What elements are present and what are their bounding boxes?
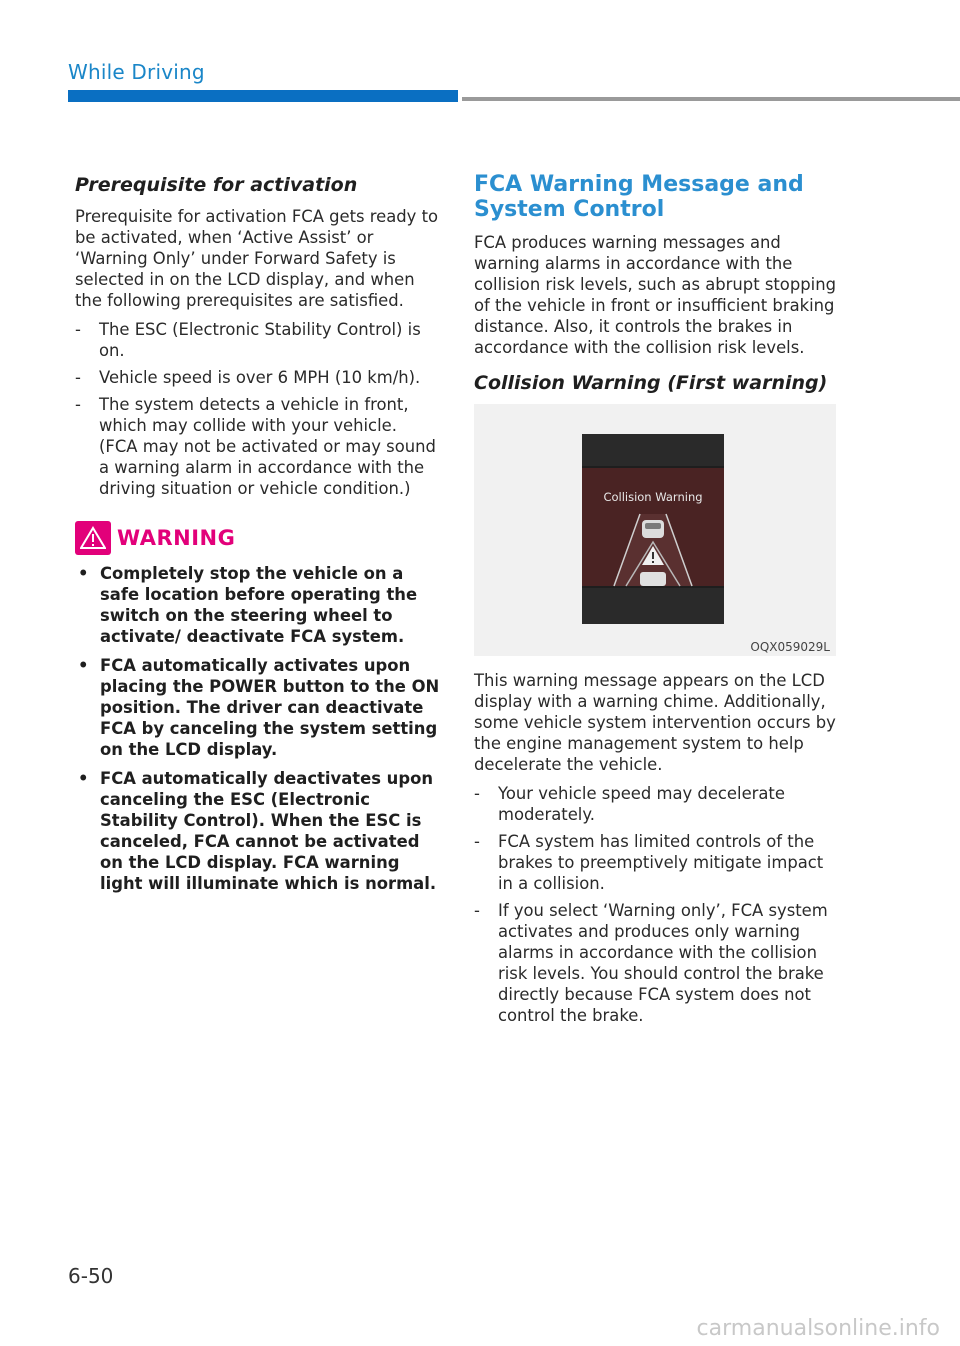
- prerequisite-intro: Prerequisite for activation FCA gets ready to be activated, when ‘Active Assist’ or ‘Warning Only’ under Forward Safety is selected in on the LCD display, and when the following prerequisites are satisfied.: [75, 207, 439, 310]
- warning-triangle-icon: [75, 521, 111, 555]
- dash-marker: -: [75, 320, 81, 339]
- list-item-text: If you select ‘Warning only’, FCA system activates and produces only warning alarms in accordance with the collision risk levels. You should control the brake directly because FCA system does not control the brake.: [498, 901, 828, 1025]
- list-item-text: Vehicle speed is over 6 MPH (10 km/h).: [99, 368, 421, 387]
- list-item: [474, 900, 836, 1026]
- dash-marker: -: [474, 901, 480, 920]
- dash-marker: -: [474, 832, 480, 851]
- dash-marker: -: [75, 395, 81, 414]
- bullet-marker: •: [78, 769, 89, 788]
- fca-intro: FCA produces warning messages and warning alarms in accordance with the collision risk levels, such as abrupt stopping of the vehicle in front or insufficient braking distance. Also, it controls the brakes in accordance with the collision risk levels.: [474, 233, 836, 357]
- lcd-display-figure: [474, 404, 836, 656]
- list-item: [75, 655, 440, 760]
- own-car-icon: [640, 572, 666, 586]
- bullet-marker: •: [78, 564, 89, 583]
- list-item: [75, 367, 440, 388]
- right-column: [474, 172, 836, 1034]
- collision-warning-list: [474, 783, 836, 1026]
- prerequisite-subheading: Prerequisite for activation: [75, 174, 358, 196]
- list-item-text: FCA system has limited controls of the brakes to preemptively mitigate impact in a collision.: [498, 832, 824, 893]
- list-item: [474, 783, 836, 825]
- list-item-text: The system detects a vehicle in front, which may collide with your vehicle. (FCA may not be activated or may sound a warning alarm in accordance with the driving situation or vehicle condition.): [99, 395, 436, 498]
- list-item: [75, 768, 440, 894]
- list-item: [474, 831, 836, 894]
- warning-label: WARNING: [117, 526, 236, 550]
- list-item-text: FCA automatically deactivates upon canceling the ESC (Electronic Stability Control). When the ESC is canceled, FCA cannot be activated on the LCD display. FCA warning light will illuminate which is normal.: [100, 769, 437, 893]
- lcd-warning-text: Collision Warning: [603, 490, 703, 504]
- dash-marker: -: [474, 784, 480, 803]
- header-rule-gray: [462, 97, 960, 101]
- dash-marker: -: [75, 368, 81, 387]
- section-header-title: While Driving: [68, 60, 205, 84]
- list-item-text: Your vehicle speed may decelerate moderately.: [498, 784, 785, 824]
- list-item-text: The ESC (Electronic Stability Control) is on.: [99, 320, 421, 360]
- bullet-marker: •: [78, 656, 89, 675]
- list-item-text: FCA automatically activates upon placing the POWER button to the ON position. The driver can deactivate FCA by canceling the system setting on the LCD display.: [100, 656, 440, 759]
- header-rule-blue: [68, 90, 458, 102]
- prerequisite-list: [75, 319, 440, 499]
- page-number: 6-50: [68, 1264, 114, 1288]
- list-item-text: Completely stop the vehicle on a safe location before operating the switch on the steering wheel to activate/ deactivate FCA system.: [100, 564, 418, 646]
- lcd-display-illustration: [582, 434, 724, 624]
- warning-list: [75, 563, 440, 894]
- collision-warning-subheading: Collision Warning (First warning): [474, 372, 828, 394]
- list-item: [75, 563, 440, 647]
- list-item: [75, 319, 440, 361]
- fca-warning-heading: FCA Warning Message and System Control: [474, 172, 804, 222]
- warning-header: [75, 521, 440, 555]
- site-watermark: carmanualsonline.info: [696, 1316, 940, 1341]
- left-column: [75, 172, 440, 902]
- list-item: [75, 394, 440, 499]
- collision-warning-body: This warning message appears on the LCD display with a warning chime. Additionally, some vehicle system intervention occurs by the engine management system to help decelerate the vehicle.: [474, 671, 836, 774]
- figure-code: OQX059029L: [750, 640, 830, 654]
